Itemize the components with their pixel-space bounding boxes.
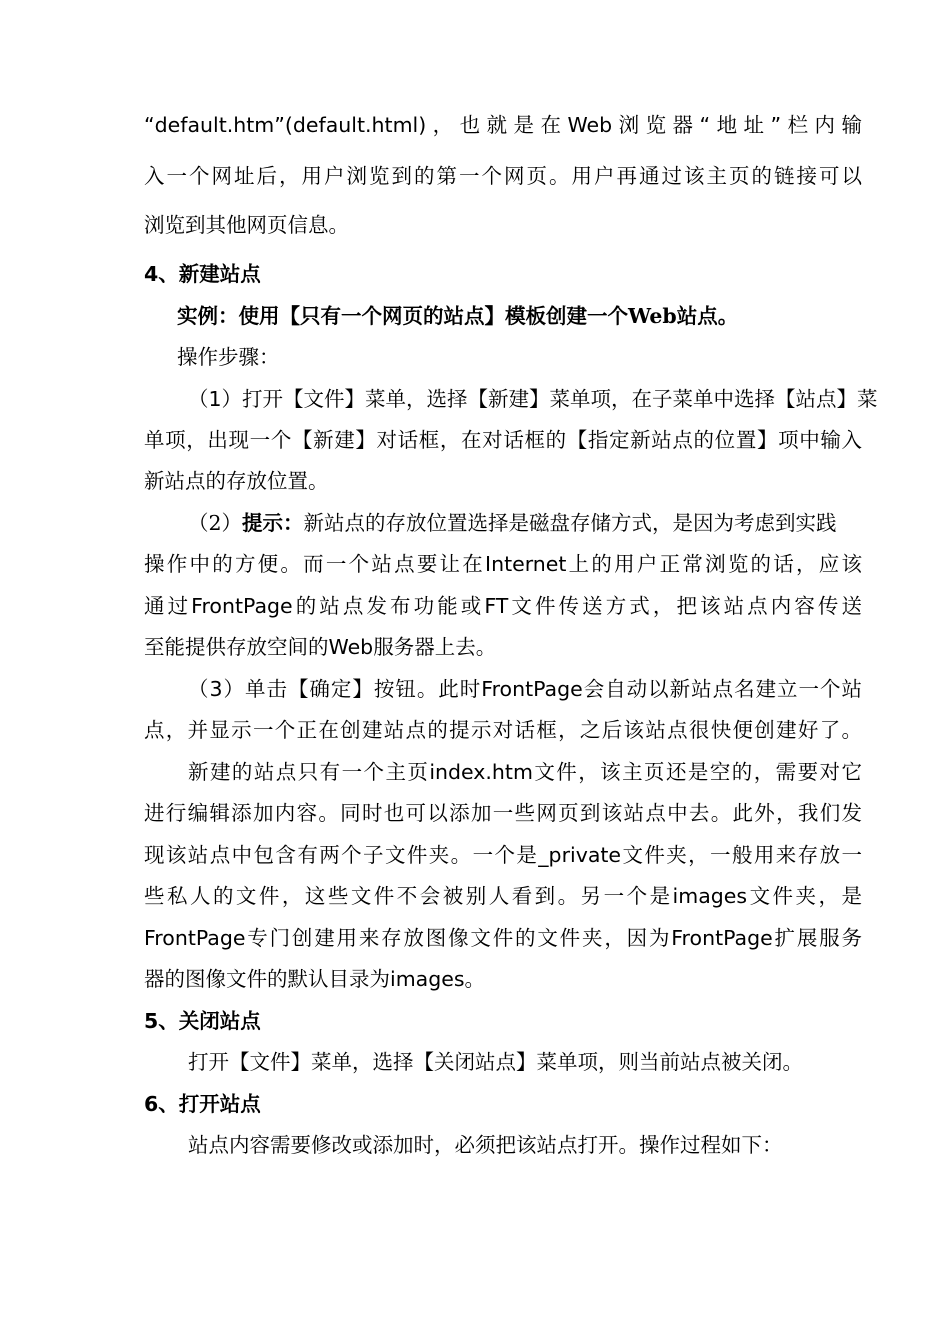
paragraph-line: 浏览到其他网页信息。 xyxy=(144,213,349,237)
paragraph-line: 现该站点中包含有两个子文件夹。一个是_private文件夹，一般用来存放一 xyxy=(144,843,862,867)
paragraph-line: 进行编辑添加内容。同时也可以添加一些网页到该站点中去。此外，我们发 xyxy=(144,801,862,825)
step-2-line: 通过FrontPage的站点发布功能或FT文件传送方式，把该站点内容传送 xyxy=(144,594,862,618)
section-heading-new-site: 4、新建站点 xyxy=(144,262,261,286)
step-2-number: （2） xyxy=(188,511,243,535)
paragraph-line: FrontPage专门创建用来存放图像文件的文件夹，因为FrontPage扩展服务 xyxy=(144,926,862,950)
step-2-line: 操作中的方便。而一个站点要让在Internet上的用户正常浏览的话，应该 xyxy=(144,552,862,576)
tip-label: 提示： xyxy=(242,511,304,535)
section-heading-open-site: 6、打开站点 xyxy=(144,1092,261,1116)
step-1-line: （1）打开【文件】菜单，选择【新建】菜单项，在子菜单中选择【站点】菜 xyxy=(188,387,878,411)
step-2-line xyxy=(188,510,862,536)
open-site-text: 站点内容需要修改或添加时，必须把该站点打开。操作过程如下： xyxy=(188,1133,783,1157)
section-heading-close-site: 5、关闭站点 xyxy=(144,1009,261,1033)
paragraph-line: 些私人的文件，这些文件不会被别人看到。另一个是images文件夹，是 xyxy=(144,884,862,908)
step-1-line: 新站点的存放位置。 xyxy=(144,469,329,493)
paragraph-line: “default.htm”(default.html)，也就是在Web浏览器“地址”栏内输 xyxy=(144,113,862,137)
paragraph-line: 入一个网址后，用户浏览到的第一个网页。用户再通过该主页的链接可以 xyxy=(144,164,862,188)
step-1-line: 单项，出现一个【新建】对话框，在对话框的【指定新站点的位置】项中输入 xyxy=(144,428,862,452)
paragraph-line: 新建的站点只有一个主页index.htm文件，该主页还是空的，需要对它 xyxy=(188,760,862,784)
close-site-text: 打开【文件】菜单，选择【关闭站点】菜单项，则当前站点被关闭。 xyxy=(188,1050,803,1074)
step-3-line: 点，并显示一个正在创建站点的提示对话框，之后该站点很快便创建好了。 xyxy=(144,718,862,742)
example-heading: 实例：使用【只有一个网页的站点】模板创建一个Web站点。 xyxy=(177,304,739,328)
step-3-line: （3）单击【确定】按钮。此时FrontPage会自动以新站点名建立一个站 xyxy=(188,677,862,701)
step-2-line: 至能提供存放空间的Web服务器上去。 xyxy=(144,635,497,659)
steps-label: 操作步骤： xyxy=(177,345,280,369)
paragraph-line: 器的图像文件的默认目录为images。 xyxy=(144,967,486,991)
step-2-text: 新站点的存放位置选择是磁盘存储方式，是因为考虑到实践 xyxy=(303,511,837,535)
